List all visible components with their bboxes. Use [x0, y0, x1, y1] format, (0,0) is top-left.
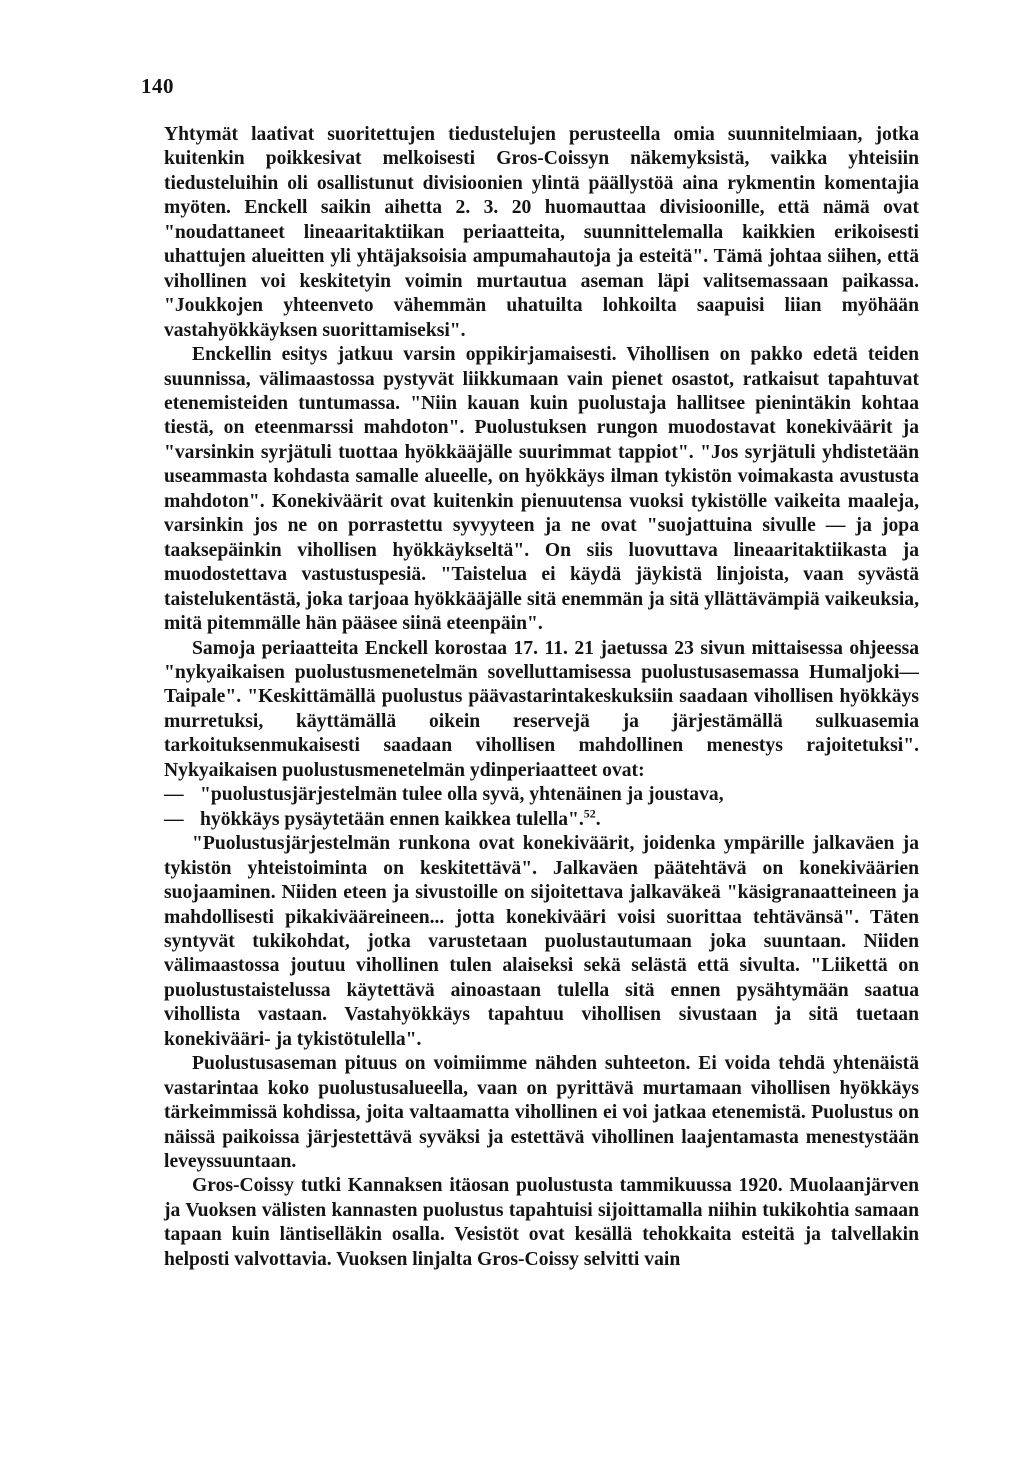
footnote-marker: 52 [583, 806, 596, 821]
page-number: 140 [141, 74, 174, 98]
list-dash: — [164, 808, 184, 830]
list-item-text: "puolustusjärjestelmän tulee olla syvä, yhtenäinen ja joustava, [200, 784, 724, 806]
body-text [164, 123, 919, 1272]
list-dash: — [164, 784, 184, 806]
paragraph-4: "Puolustusjärjestelmän runkona ovat konekiväärit, joidenka ympärille jalkaväen ja tykistön yhteistoiminta on keskitettävä". Jalkaväen päätehtävä on konekiväärien suojaaminen. Niiden eteen ja sivustoille on sijoitettava jalkaväkeä "käsigranaatteineen ja mahdollisesti pikakivääreineen... jotta konekivääri voisi suorittaa tehtävänsä". Täten syntyvät tukikohdat, jotka varustetaan puolustautumaan joka suuntaan. Niiden välimaastossa joutuu vihollinen tulen alaiseksi sekä selästä että sivulta. "Liikettä on puolustustaistelussa käytettävä ainoastaan tulella sitä ennen pysähtymään saatua vihollista vastaan. Vastahyökkäys tapahtuu vihollisen sivustaan ja sitä tuetaan konekivääri- ja tykistötulella". [164, 833, 919, 1050]
paragraph-2: Enckellin esitys jatkuu varsin oppikirjamaisesti. Vihollisen on pakko edetä teiden suunnissa, välimaastossa pystyvät liikkumaan vain pienet osastot, ratkaisut tapahtuvat etenemisteiden tuntumassa. "Niin kauan kuin puolustaja hallitsee pienintäkin kohtaa tiestä, on eteenmarssi mahdoton". Puolustuksen rungon muodostavat konekiväärit ja "varsinkin syrjätuli tuottaa hyökkääjälle suurimmat tappiot". "Jos syrjätuli yhdistetään useammasta kohdasta samalle alueelle, on hyökkäys ilman tykistön voimakasta avustusta mahdoton". Konekiväärit ovat kuitenkin pienuutensa vuoksi tykistölle vaikeita maaleja, varsinkin jos ne on porrastettu syvyyteen ja ne ovat "suojattuina sivulle — ja jopa taaksepäinkin vihollisen hyökkäykseltä". On siis luovuttava lineaaritaktiikasta ja muodostettava vastustuspesiä. "Taistelua ei käydä jäykistä linjoista, vaan syvästä taistelukentästä, joka tarjoaa hyökkääjälle sitä enemmän ja sitä yllättävämpiä vaikeuksia, mitä pitemmälle hän pääsee siinä eteenpäin". [164, 344, 919, 635]
paragraph-6: Gros-Coissy tutki Kannaksen itäosan puolustusta tammikuussa 1920. Muolaanjärven ja Vuoksen välisten kannasten puolustus tapahtuisi sijoittamalla niihin tukikohtia samaan tapaan kuin läntiselläkin osalla. Vesistöt ovat kesällä tehokkaita esteitä ja talvellakin helposti valvottavia. Vuoksen linjalta Gros-Coissy selvitti vain [164, 1175, 919, 1270]
paragraph-5: Puolustusaseman pituus on voimiimme nähden suhteeton. Ei voida tehdä yhtenäistä vastarintaa koko puolustusalueella, vaan on pyrittävä murtamaan vihollisen hyökkäys tärkeimmissä kohdissa, joita valtaamatta vihollinen ei voi jatkaa etenemistä. Puolustus on näissä paikoissa järjestettävä syväksi ja estettävä vihollinen laajentamasta menestystään leveyssuuntaan. [164, 1053, 919, 1173]
paragraph-3: Samoja periaatteita Enckell korostaa 17. 11. 21 jaetussa 23 sivun mittaisessa ohjeessa "nykyaikaisen puolustusmenetelmän sovelluttamisessa puolustusasemassa Humaljoki—Taipale". "Keskittämällä puolustus päävastarintakeskuksiin saadaan vihollisen hyökkäys murretuksi, käyttämällä oikein reservejä ja järjestämällä sulkuasemia tarkoituksenmukaisesti saadaan vihollisen mahdollinen menestys rajoitetuksi". Nykyaikaisen puolustusmenetelmän ydinperiaatteet ovat: [164, 637, 919, 781]
list-item-2 [164, 808, 919, 832]
paragraph-1: Yhtymät laativat suoritettujen tiedustelujen perusteella omia suunnitelmiaan, jotka kuitenkin poikkesivat melkoisesti Gros-Coissyn näkemyksistä, vaikka yhteisiin tiedusteluihin oli osallistunut divisioonien ylintä päällystöä aina rykmentin komentajia myöten. Enckell saikin aihetta 2. 3. 20 huomauttaa divisioonille, että nämä ovat "noudattaneet lineaaritaktiikan periaatteita, suunnittelemalla kaikkien erikoisesti uhattujen alueitten yli yhtäjaksoisia ampumahautoja ja esteitä". Tämä johtaa siihen, että vihollinen voi keskitetyin voimin murtautua aseman läpi valitsemassaan paikassa. "Joukkojen yhteenveto vähemmän uhatuilta lohkoilta saapuisi liian myöhään vastahyökkäyksen suorittamiseksi". [164, 124, 919, 341]
list-item-tail: . [595, 808, 601, 830]
list-item-1 [164, 783, 919, 807]
list-item-text: hyökkäys pysäytetään ennen kaikkea tulella". [200, 808, 584, 830]
